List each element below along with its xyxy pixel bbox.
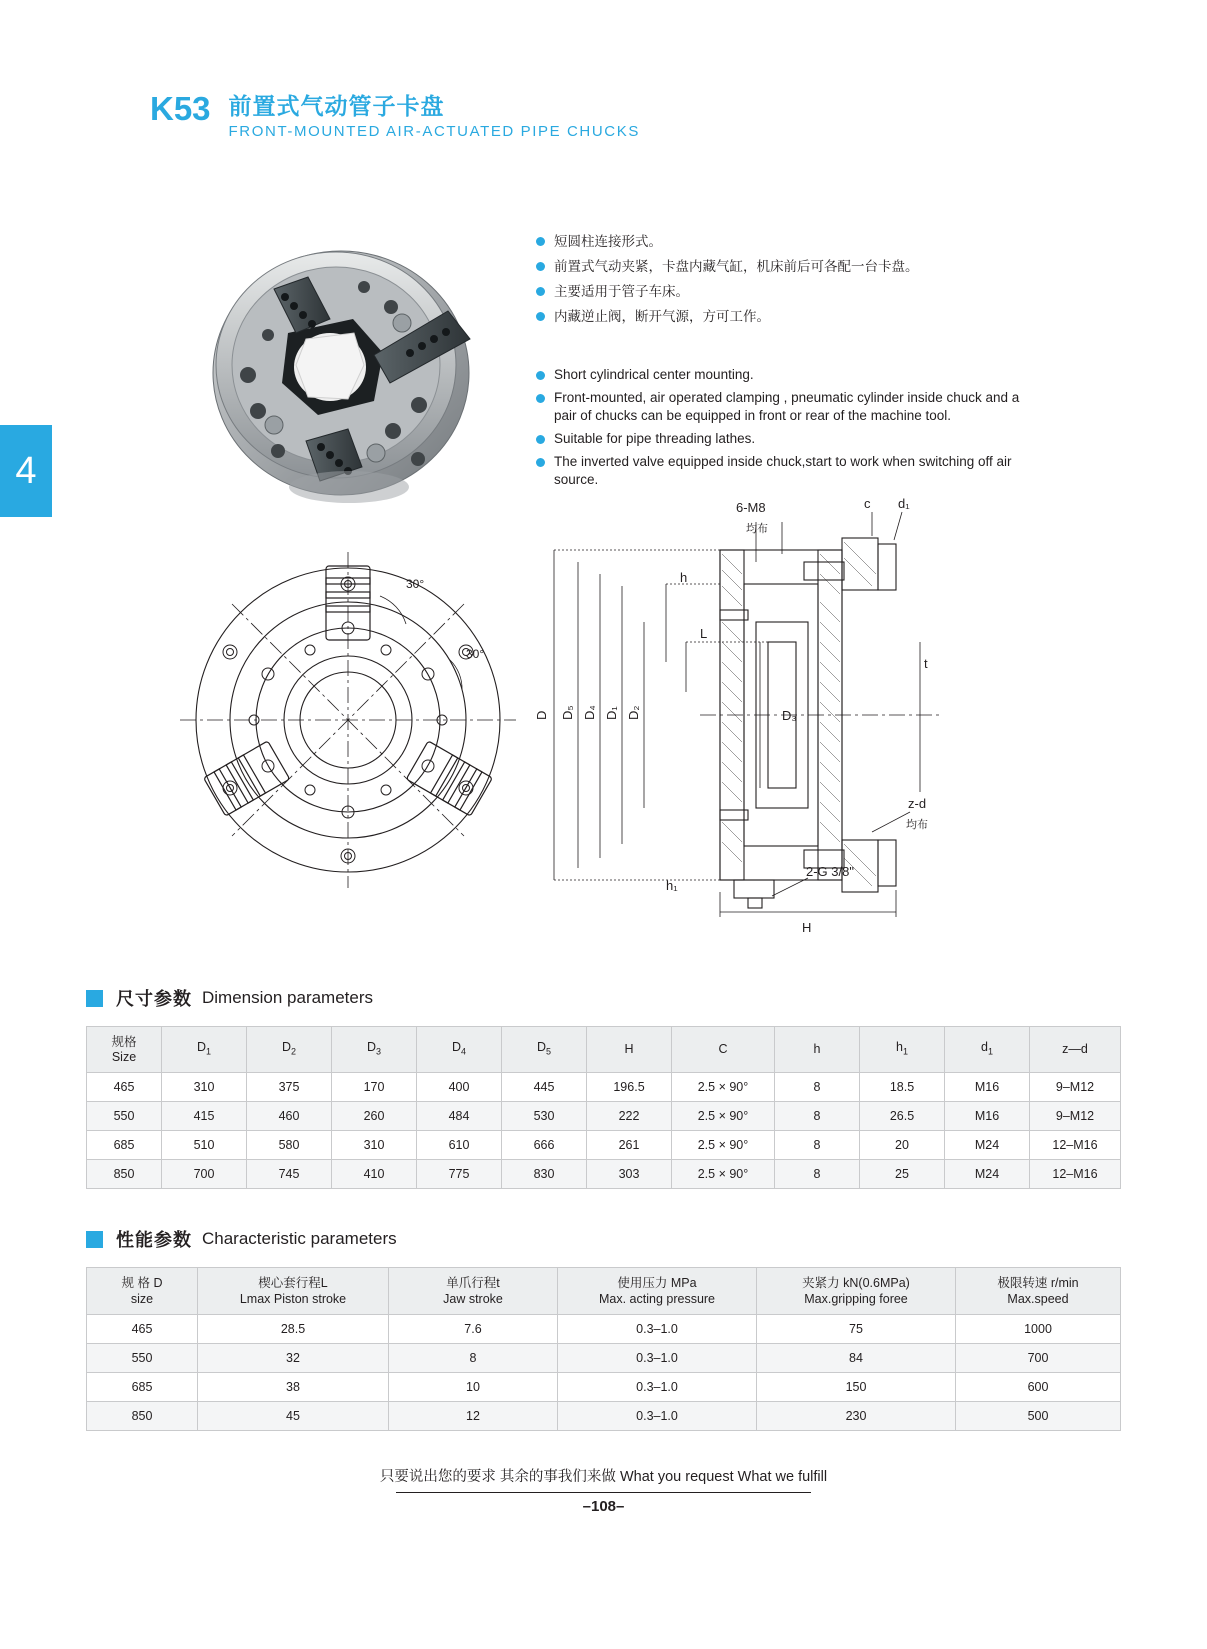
- cell-h1: 20: [860, 1131, 945, 1160]
- cell-zd: 12–M16: [1030, 1160, 1121, 1189]
- label-h1: h₁: [666, 878, 678, 893]
- chapter-tab: [0, 425, 52, 517]
- feature-cn-text: 主要适用于管子车床。: [554, 284, 689, 299]
- front-view-svg: [170, 540, 530, 900]
- section-marker-icon: [86, 990, 103, 1007]
- cell-h1: 25: [860, 1160, 945, 1189]
- features-en-list: [536, 366, 1026, 494]
- label-2g38: 2-G 3/8": [806, 864, 854, 879]
- cell-c: 2.5 × 90°: [672, 1131, 775, 1160]
- col-h1: $h_1$: [860, 1027, 945, 1073]
- cell-max-speed: 700: [956, 1344, 1121, 1373]
- characteristic-section-heading: [86, 1226, 397, 1252]
- cell-gripping-force: 150: [757, 1373, 956, 1402]
- col-jaw-stroke: 单爪行程t Jaw stroke: [389, 1268, 558, 1315]
- title-block: [229, 92, 640, 142]
- cell-piston-stroke: 38: [198, 1373, 389, 1402]
- col-d1: $D_1$: [162, 1027, 247, 1073]
- cell-d2: 460: [247, 1102, 332, 1131]
- cell-zd: 9–M12: [1030, 1102, 1121, 1131]
- cell-h: 8: [775, 1073, 860, 1102]
- cell-jaw-stroke: 10: [389, 1373, 558, 1402]
- table-header-row: [87, 1027, 1121, 1073]
- cell-dd1: M24: [945, 1160, 1030, 1189]
- label-junbu-top: 均布: [746, 523, 768, 535]
- cell-d4: 484: [417, 1102, 502, 1131]
- angle-label-2: 30°: [466, 647, 485, 661]
- cell-c: 2.5 × 90°: [672, 1102, 775, 1131]
- section-view-svg: [520, 492, 990, 942]
- cell-zd: 9–M12: [1030, 1073, 1121, 1102]
- cell-gripping-force: 230: [757, 1402, 956, 1431]
- cell-d5: 530: [502, 1102, 587, 1131]
- cell-dd1: M24: [945, 1131, 1030, 1160]
- cell-d1: 700: [162, 1160, 247, 1189]
- feature-en-text: Short cylindrical center mounting.: [554, 367, 754, 382]
- cell-size: 465: [87, 1315, 198, 1344]
- page-title-en: FRONT-MOUNTED AIR-ACTUATED PIPE CHUCKS: [228, 123, 640, 140]
- chuck-photo-illustration: [178, 215, 508, 515]
- bullet-dot-icon: [536, 435, 545, 444]
- cell-max-speed: 600: [956, 1373, 1121, 1402]
- col-h: h: [775, 1027, 860, 1073]
- cell-d2: 375: [247, 1073, 332, 1102]
- front-view-drawing: [170, 540, 530, 900]
- col-gripping-force: 夹紧力 kN(0.6MPa) Max.gripping foree: [757, 1268, 956, 1315]
- cell-h: 8: [775, 1131, 860, 1160]
- section-marker-icon: [86, 1231, 103, 1248]
- cell-d3: 260: [332, 1102, 417, 1131]
- label-h: h: [680, 570, 688, 585]
- label-6-m8: 6-M8: [736, 500, 766, 515]
- label-D5: D₅: [560, 705, 575, 720]
- dimension-parameters-table: [86, 1026, 1121, 1189]
- cell-d3: 170: [332, 1073, 417, 1102]
- cell-d5: 445: [502, 1073, 587, 1102]
- label-D1: D₁: [604, 706, 619, 720]
- page-number: –108–: [582, 1498, 625, 1515]
- dimension-title-cn: 尺寸参数: [116, 989, 192, 1009]
- page-title-cn: 前置式气动管子卡盘: [228, 93, 445, 119]
- col-d5: $D_5$: [502, 1027, 587, 1073]
- cell-d1: 510: [162, 1131, 247, 1160]
- cell-c: 2.5 × 90°: [672, 1073, 775, 1102]
- list-item: [536, 282, 1036, 301]
- cell-dd1: M16: [945, 1073, 1030, 1102]
- list-item: [536, 257, 1036, 276]
- cell-max-speed: 1000: [956, 1315, 1121, 1344]
- bullet-dot-icon: [536, 312, 545, 321]
- label-z-d: z-d: [908, 796, 927, 811]
- features-cn-list: [536, 232, 1036, 332]
- cell-d1: 415: [162, 1102, 247, 1131]
- cell-acting-pressure: 0.3–1.0: [558, 1344, 757, 1373]
- feature-cn-text: 内藏逆止阀，断开气源，方可工作。: [554, 309, 770, 324]
- cell-zd: 12–M16: [1030, 1131, 1121, 1160]
- cell-h-cap: 303: [587, 1160, 672, 1189]
- bullet-dot-icon: [536, 262, 545, 271]
- col-piston-stroke: 楔心套行程L Lmax Piston stroke: [198, 1268, 389, 1315]
- table-row: [87, 1402, 1121, 1431]
- cell-jaw-stroke: 7.6: [389, 1315, 558, 1344]
- cell-size: 550: [87, 1344, 198, 1373]
- list-item: [536, 430, 1026, 448]
- col-zd: z—d: [1030, 1027, 1121, 1073]
- list-item: [536, 366, 1026, 384]
- label-L: L: [700, 626, 708, 641]
- list-item: [536, 389, 1026, 425]
- cell-d5: 666: [502, 1131, 587, 1160]
- feature-en-text: Front-mounted, air operated clamping , pneumatic cylinder inside chuck and a pair of chucks can be equipped in front or rear of the machine tool.: [554, 390, 1020, 423]
- cell-max-speed: 500: [956, 1402, 1121, 1431]
- bullet-dot-icon: [536, 287, 545, 296]
- cell-d2: 745: [247, 1160, 332, 1189]
- chapter-number: 4: [15, 449, 37, 492]
- label-D4: D₄: [582, 705, 597, 720]
- table-row: [87, 1373, 1121, 1402]
- cell-size: 685: [87, 1373, 198, 1402]
- angle-label-1: 30°: [406, 577, 425, 591]
- cell-gripping-force: 84: [757, 1344, 956, 1373]
- table-row: [87, 1102, 1121, 1131]
- label-junbu-bottom: 均布: [906, 819, 928, 831]
- table-row: [87, 1073, 1121, 1102]
- cell-acting-pressure: 0.3–1.0: [558, 1315, 757, 1344]
- cell-d1: 310: [162, 1073, 247, 1102]
- bullet-dot-icon: [536, 458, 545, 467]
- col-size: 规 格 D size: [87, 1268, 198, 1315]
- cell-size: 850: [87, 1160, 162, 1189]
- cell-h1: 26.5: [860, 1102, 945, 1131]
- footer-slogan: 只要说出您的要求 其余的事我们来做 What you request What we fulfill: [379, 1469, 828, 1485]
- cell-piston-stroke: 28.5: [198, 1315, 389, 1344]
- table-row: [87, 1315, 1121, 1344]
- table-row: [87, 1344, 1121, 1373]
- cell-dd1: M16: [945, 1102, 1030, 1131]
- col-size: 规格 Size: [87, 1027, 162, 1073]
- col-acting-pressure: 使用压力 MPa Max. acting pressure: [558, 1268, 757, 1315]
- col-c: C: [672, 1027, 775, 1073]
- page-header: [150, 92, 640, 142]
- cell-d3: 310: [332, 1131, 417, 1160]
- cell-d2: 580: [247, 1131, 332, 1160]
- cell-d4: 775: [417, 1160, 502, 1189]
- label-d1: d₁: [898, 496, 910, 511]
- characteristic-title-en: Characteristic parameters: [202, 1229, 397, 1248]
- col-d2: $D_2$: [247, 1027, 332, 1073]
- label-c: c: [864, 496, 871, 511]
- cell-d3: 410: [332, 1160, 417, 1189]
- bullet-dot-icon: [536, 394, 545, 403]
- cell-h-cap: 222: [587, 1102, 672, 1131]
- cell-size: 550: [87, 1102, 162, 1131]
- feature-cn-text: 前置式气动夹紧，卡盘内藏气缸，机床前后可各配一台卡盘。: [554, 259, 919, 274]
- cell-piston-stroke: 32: [198, 1344, 389, 1373]
- dimension-title-en: Dimension parameters: [202, 988, 374, 1007]
- label-D: D: [534, 710, 549, 720]
- model-code: K53: [150, 90, 211, 127]
- table-row: [87, 1131, 1121, 1160]
- cell-size: 850: [87, 1402, 198, 1431]
- feature-cn-text: 短圆柱连接形式。: [554, 234, 662, 249]
- cell-h-cap: 196.5: [587, 1073, 672, 1102]
- footer-divider: [396, 1492, 811, 1493]
- cell-acting-pressure: 0.3–1.0: [558, 1402, 757, 1431]
- cell-h-cap: 261: [587, 1131, 672, 1160]
- dimension-section-heading: [86, 985, 373, 1011]
- cell-piston-stroke: 45: [198, 1402, 389, 1431]
- cell-jaw-stroke: 8: [389, 1344, 558, 1373]
- cell-c: 2.5 × 90°: [672, 1160, 775, 1189]
- col-dd1: $d_1$: [945, 1027, 1030, 1073]
- product-photo: [178, 215, 508, 515]
- list-item: [536, 453, 1026, 489]
- col-d3: $D_3$: [332, 1027, 417, 1073]
- cell-gripping-force: 75: [757, 1315, 956, 1344]
- label-D3: D₃: [782, 708, 797, 723]
- bullet-dot-icon: [536, 371, 545, 380]
- cell-h: 8: [775, 1160, 860, 1189]
- cell-jaw-stroke: 12: [389, 1402, 558, 1431]
- cell-size: 465: [87, 1073, 162, 1102]
- cell-acting-pressure: 0.3–1.0: [558, 1373, 757, 1402]
- cell-h: 8: [775, 1102, 860, 1131]
- cell-size: 685: [87, 1131, 162, 1160]
- feature-en-text: The inverted valve equipped inside chuck,start to work when switching off air source.: [554, 454, 1012, 487]
- characteristic-parameters-table: [86, 1267, 1121, 1431]
- cell-d4: 400: [417, 1073, 502, 1102]
- label-H: H: [802, 920, 812, 935]
- bullet-dot-icon: [536, 237, 545, 246]
- list-item: [536, 232, 1036, 251]
- cell-h1: 18.5: [860, 1073, 945, 1102]
- col-d4: $D_4$: [417, 1027, 502, 1073]
- list-item: [536, 307, 1036, 326]
- label-D2: D₂: [626, 705, 641, 720]
- table-header-row: [87, 1268, 1121, 1315]
- cell-d5: 830: [502, 1160, 587, 1189]
- col-max-speed: 极限转速 r/min Max.speed: [956, 1268, 1121, 1315]
- table-row: [87, 1160, 1121, 1189]
- col-h-cap: H: [587, 1027, 672, 1073]
- section-view-drawing: [520, 492, 990, 942]
- characteristic-title-cn: 性能参数: [116, 1230, 192, 1250]
- label-t: t: [924, 656, 928, 671]
- feature-en-text: Suitable for pipe threading lathes.: [554, 431, 756, 446]
- cell-d4: 610: [417, 1131, 502, 1160]
